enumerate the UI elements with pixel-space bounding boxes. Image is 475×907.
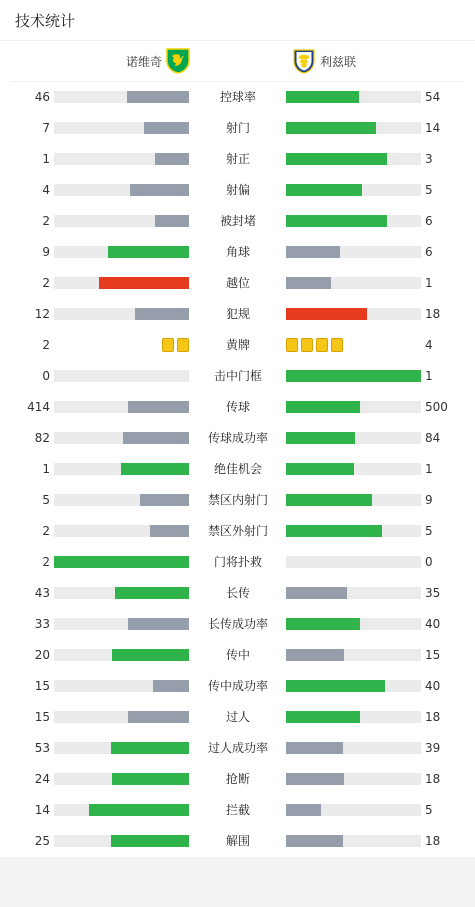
- away-bar-track: [286, 587, 421, 599]
- away-cards: [286, 338, 343, 352]
- away-value: 4: [425, 338, 433, 352]
- home-bar-track: [54, 184, 189, 196]
- away-value: 39: [425, 741, 441, 755]
- stat-row: [0, 645, 475, 665]
- away-value: 9: [425, 493, 433, 507]
- home-bar-fill: [128, 618, 189, 630]
- home-bar-fill: [121, 463, 189, 475]
- home-bar-track: [54, 618, 189, 630]
- away-value: 84: [425, 431, 441, 445]
- stat-row: [0, 614, 475, 634]
- stat-row: [0, 335, 475, 355]
- away-value: 40: [425, 679, 441, 693]
- stat-label: 传球: [225, 400, 250, 414]
- stat-label: 禁区内射门: [207, 493, 268, 507]
- away-bar-fill: [286, 215, 387, 227]
- home-bar-fill: [112, 773, 189, 785]
- home-bar-track: [54, 649, 189, 661]
- stat-row: [0, 304, 475, 324]
- stat-row: [0, 769, 475, 789]
- yellow-card-icon: [286, 338, 298, 352]
- page-title: 技术统计: [15, 12, 76, 30]
- norwich-crest-icon: [166, 48, 190, 74]
- home-value: 15: [34, 710, 50, 724]
- home-bar-track: [54, 246, 189, 258]
- away-value: 18: [425, 307, 441, 321]
- away-bar-fill: [286, 494, 372, 506]
- stat-row: [0, 180, 475, 200]
- home-bar-track: [54, 556, 189, 568]
- stat-row: [0, 366, 475, 386]
- away-value: 1: [425, 276, 433, 290]
- home-bar-track: [54, 401, 189, 413]
- home-value: 414: [27, 400, 50, 414]
- yellow-card-icon: [177, 338, 189, 352]
- stat-label: 射偏: [225, 183, 250, 197]
- away-bar-track: [286, 711, 421, 723]
- home-value: 43: [34, 586, 50, 600]
- home-bar-fill: [128, 401, 189, 413]
- away-value: 54: [425, 90, 441, 104]
- yellow-card-icon: [331, 338, 343, 352]
- home-bar-fill: [112, 649, 189, 661]
- home-value: 0: [42, 369, 50, 383]
- away-value: 5: [425, 524, 433, 538]
- stat-row: [0, 831, 475, 851]
- stat-label: 禁区外射门: [207, 524, 268, 538]
- stat-label: 越位: [225, 276, 250, 290]
- home-bar-fill: [111, 742, 189, 754]
- stat-row: [0, 428, 475, 448]
- home-bar-fill: [54, 556, 189, 568]
- stat-row: [0, 149, 475, 169]
- yellow-card-icon: [316, 338, 328, 352]
- home-value: 25: [34, 834, 50, 848]
- away-bar-fill: [286, 184, 362, 196]
- home-bar-fill: [89, 804, 189, 816]
- stat-row: [0, 552, 475, 572]
- away-bar-fill: [286, 277, 331, 289]
- away-bar-track: [286, 277, 421, 289]
- home-bar-track: [54, 804, 189, 816]
- away-bar-fill: [286, 122, 376, 134]
- home-value: 4: [42, 183, 50, 197]
- stat-label: 拦截: [225, 803, 250, 817]
- away-bar-track: [286, 122, 421, 134]
- away-bar-track: [286, 680, 421, 692]
- away-bar-track: [286, 618, 421, 630]
- stat-label: 黄牌: [225, 338, 250, 352]
- away-bar-fill: [286, 308, 367, 320]
- home-bar-track: [54, 91, 189, 103]
- away-value: 0: [425, 555, 433, 569]
- home-bar-track: [54, 370, 189, 382]
- home-value: 1: [42, 152, 50, 166]
- away-value: 500: [425, 400, 448, 414]
- stat-label: 射正: [225, 152, 250, 166]
- home-value: 24: [34, 772, 50, 786]
- home-bar-fill: [128, 711, 189, 723]
- away-bar-fill: [286, 742, 343, 754]
- home-bar-fill: [111, 835, 189, 847]
- home-value: 5: [42, 493, 50, 507]
- away-bar-track: [286, 773, 421, 785]
- stat-label: 控球率: [219, 90, 256, 104]
- home-bar-track: [54, 773, 189, 785]
- away-bar-track: [286, 742, 421, 754]
- stat-label: 被封堵: [219, 214, 256, 228]
- yellow-card-icon: [162, 338, 174, 352]
- away-value: 18: [425, 772, 441, 786]
- away-bar-track: [286, 215, 421, 227]
- home-bar-track: [54, 277, 189, 289]
- away-bar-track: [286, 556, 421, 568]
- home-value: 9: [42, 245, 50, 259]
- stat-label: 击中门框: [213, 369, 262, 383]
- home-bar-track: [54, 215, 189, 227]
- home-value: 20: [34, 648, 50, 662]
- away-team-name: 利兹联: [320, 54, 357, 69]
- home-bar-fill: [155, 215, 189, 227]
- home-bar-track: [54, 711, 189, 723]
- stat-row: [0, 738, 475, 758]
- home-bar-track: [54, 494, 189, 506]
- away-bar-fill: [286, 711, 360, 723]
- home-bar-fill: [135, 308, 189, 320]
- stat-row: [0, 676, 475, 696]
- home-value: 15: [34, 679, 50, 693]
- home-value: 53: [34, 741, 50, 755]
- home-value: 2: [42, 524, 50, 538]
- home-value: 1: [42, 462, 50, 476]
- away-value: 18: [425, 710, 441, 724]
- home-value: 82: [34, 431, 50, 445]
- home-bar-fill: [150, 525, 189, 537]
- away-bar-fill: [286, 463, 354, 475]
- stat-label: 传中成功率: [207, 679, 268, 693]
- home-value: 12: [34, 307, 50, 321]
- home-bar-track: [54, 742, 189, 754]
- stat-label: 解围: [225, 834, 250, 848]
- stat-row: [0, 800, 475, 820]
- away-bar-track: [286, 91, 421, 103]
- home-bar-fill: [130, 184, 189, 196]
- away-value: 15: [425, 648, 441, 662]
- home-bar-track: [54, 432, 189, 444]
- leeds-crest-icon: [292, 48, 316, 74]
- away-bar-fill: [286, 432, 355, 444]
- home-value: 33: [34, 617, 50, 631]
- home-bar-fill: [99, 277, 189, 289]
- stat-row: [0, 273, 475, 293]
- away-bar-fill: [286, 587, 347, 599]
- away-bar-fill: [286, 618, 360, 630]
- away-bar-track: [286, 308, 421, 320]
- away-bar-fill: [286, 91, 359, 103]
- away-bar-track: [286, 525, 421, 537]
- stat-label: 射门: [225, 121, 250, 135]
- away-value: 40: [425, 617, 441, 631]
- stat-label: 过人成功率: [207, 741, 268, 755]
- away-bar-track: [286, 432, 421, 444]
- stat-label: 传球成功率: [207, 431, 268, 445]
- stat-row: [0, 118, 475, 138]
- stat-label: 长传成功率: [207, 617, 268, 631]
- away-value: 35: [425, 586, 441, 600]
- away-value: 14: [425, 121, 441, 135]
- stat-row: [0, 583, 475, 603]
- stat-row: [0, 397, 475, 417]
- stat-label: 长传: [225, 586, 250, 600]
- yellow-card-icon: [301, 338, 313, 352]
- home-bar-track: [54, 680, 189, 692]
- away-value: 6: [425, 214, 433, 228]
- stat-row: [0, 707, 475, 727]
- home-value: 7: [42, 121, 50, 135]
- away-value: 5: [425, 803, 433, 817]
- home-bar-fill: [127, 91, 189, 103]
- home-bar-track: [54, 122, 189, 134]
- home-bar-fill: [144, 122, 189, 134]
- away-bar-track: [286, 184, 421, 196]
- home-bar-fill: [153, 680, 189, 692]
- away-value: 3: [425, 152, 433, 166]
- away-bar-fill: [286, 246, 340, 258]
- home-cards: [162, 338, 189, 352]
- stat-label: 过人: [225, 710, 250, 724]
- stat-label: 抢断: [225, 772, 250, 786]
- home-bar-fill: [140, 494, 189, 506]
- home-bar-fill: [108, 246, 189, 258]
- home-bar-track: [54, 525, 189, 537]
- away-bar-fill: [286, 401, 360, 413]
- away-bar-track: [286, 246, 421, 258]
- stat-row: [0, 490, 475, 510]
- home-value: 2: [42, 276, 50, 290]
- stat-row: [0, 211, 475, 231]
- home-bar-fill: [115, 587, 189, 599]
- divider: [0, 40, 475, 41]
- divider: [10, 81, 465, 82]
- stat-row: [0, 242, 475, 262]
- away-bar-track: [286, 370, 421, 382]
- away-bar-track: [286, 649, 421, 661]
- home-value: 46: [34, 90, 50, 104]
- away-bar-track: [286, 494, 421, 506]
- stat-row: [0, 521, 475, 541]
- away-bar-fill: [286, 370, 421, 382]
- away-value: 6: [425, 245, 433, 259]
- away-value: 18: [425, 834, 441, 848]
- away-team[interactable]: [292, 48, 356, 74]
- away-bar-track: [286, 804, 421, 816]
- away-bar-track: [286, 153, 421, 165]
- away-bar-track: [286, 463, 421, 475]
- home-bar-fill: [155, 153, 189, 165]
- away-bar-fill: [286, 649, 344, 661]
- away-bar-fill: [286, 773, 344, 785]
- home-value: 2: [42, 214, 50, 228]
- away-value: 1: [425, 369, 433, 383]
- away-bar-fill: [286, 680, 385, 692]
- home-team[interactable]: [126, 48, 190, 74]
- home-bar-track: [54, 835, 189, 847]
- away-value: 1: [425, 462, 433, 476]
- home-bar-track: [54, 587, 189, 599]
- stat-label: 绝佳机会: [213, 462, 262, 476]
- away-bar-fill: [286, 804, 321, 816]
- away-bar-track: [286, 401, 421, 413]
- away-bar-fill: [286, 835, 343, 847]
- home-bar-track: [54, 153, 189, 165]
- home-value: 14: [34, 803, 50, 817]
- stat-label: 传中: [225, 648, 250, 662]
- teams-header: [0, 46, 475, 76]
- home-team-name: 诺维奇: [125, 54, 162, 69]
- home-bar-fill: [123, 432, 189, 444]
- stat-row: [0, 87, 475, 107]
- stat-label: 角球: [225, 245, 250, 259]
- away-bar-fill: [286, 153, 387, 165]
- stat-label: 犯规: [225, 307, 250, 321]
- home-value: 2: [42, 555, 50, 569]
- home-value: 2: [42, 338, 50, 352]
- away-bar-track: [286, 835, 421, 847]
- home-bar-track: [54, 308, 189, 320]
- stat-row: [0, 459, 475, 479]
- stat-label: 门将扑救: [213, 555, 262, 569]
- away-bar-fill: [286, 525, 382, 537]
- home-bar-track: [54, 463, 189, 475]
- away-value: 5: [425, 183, 433, 197]
